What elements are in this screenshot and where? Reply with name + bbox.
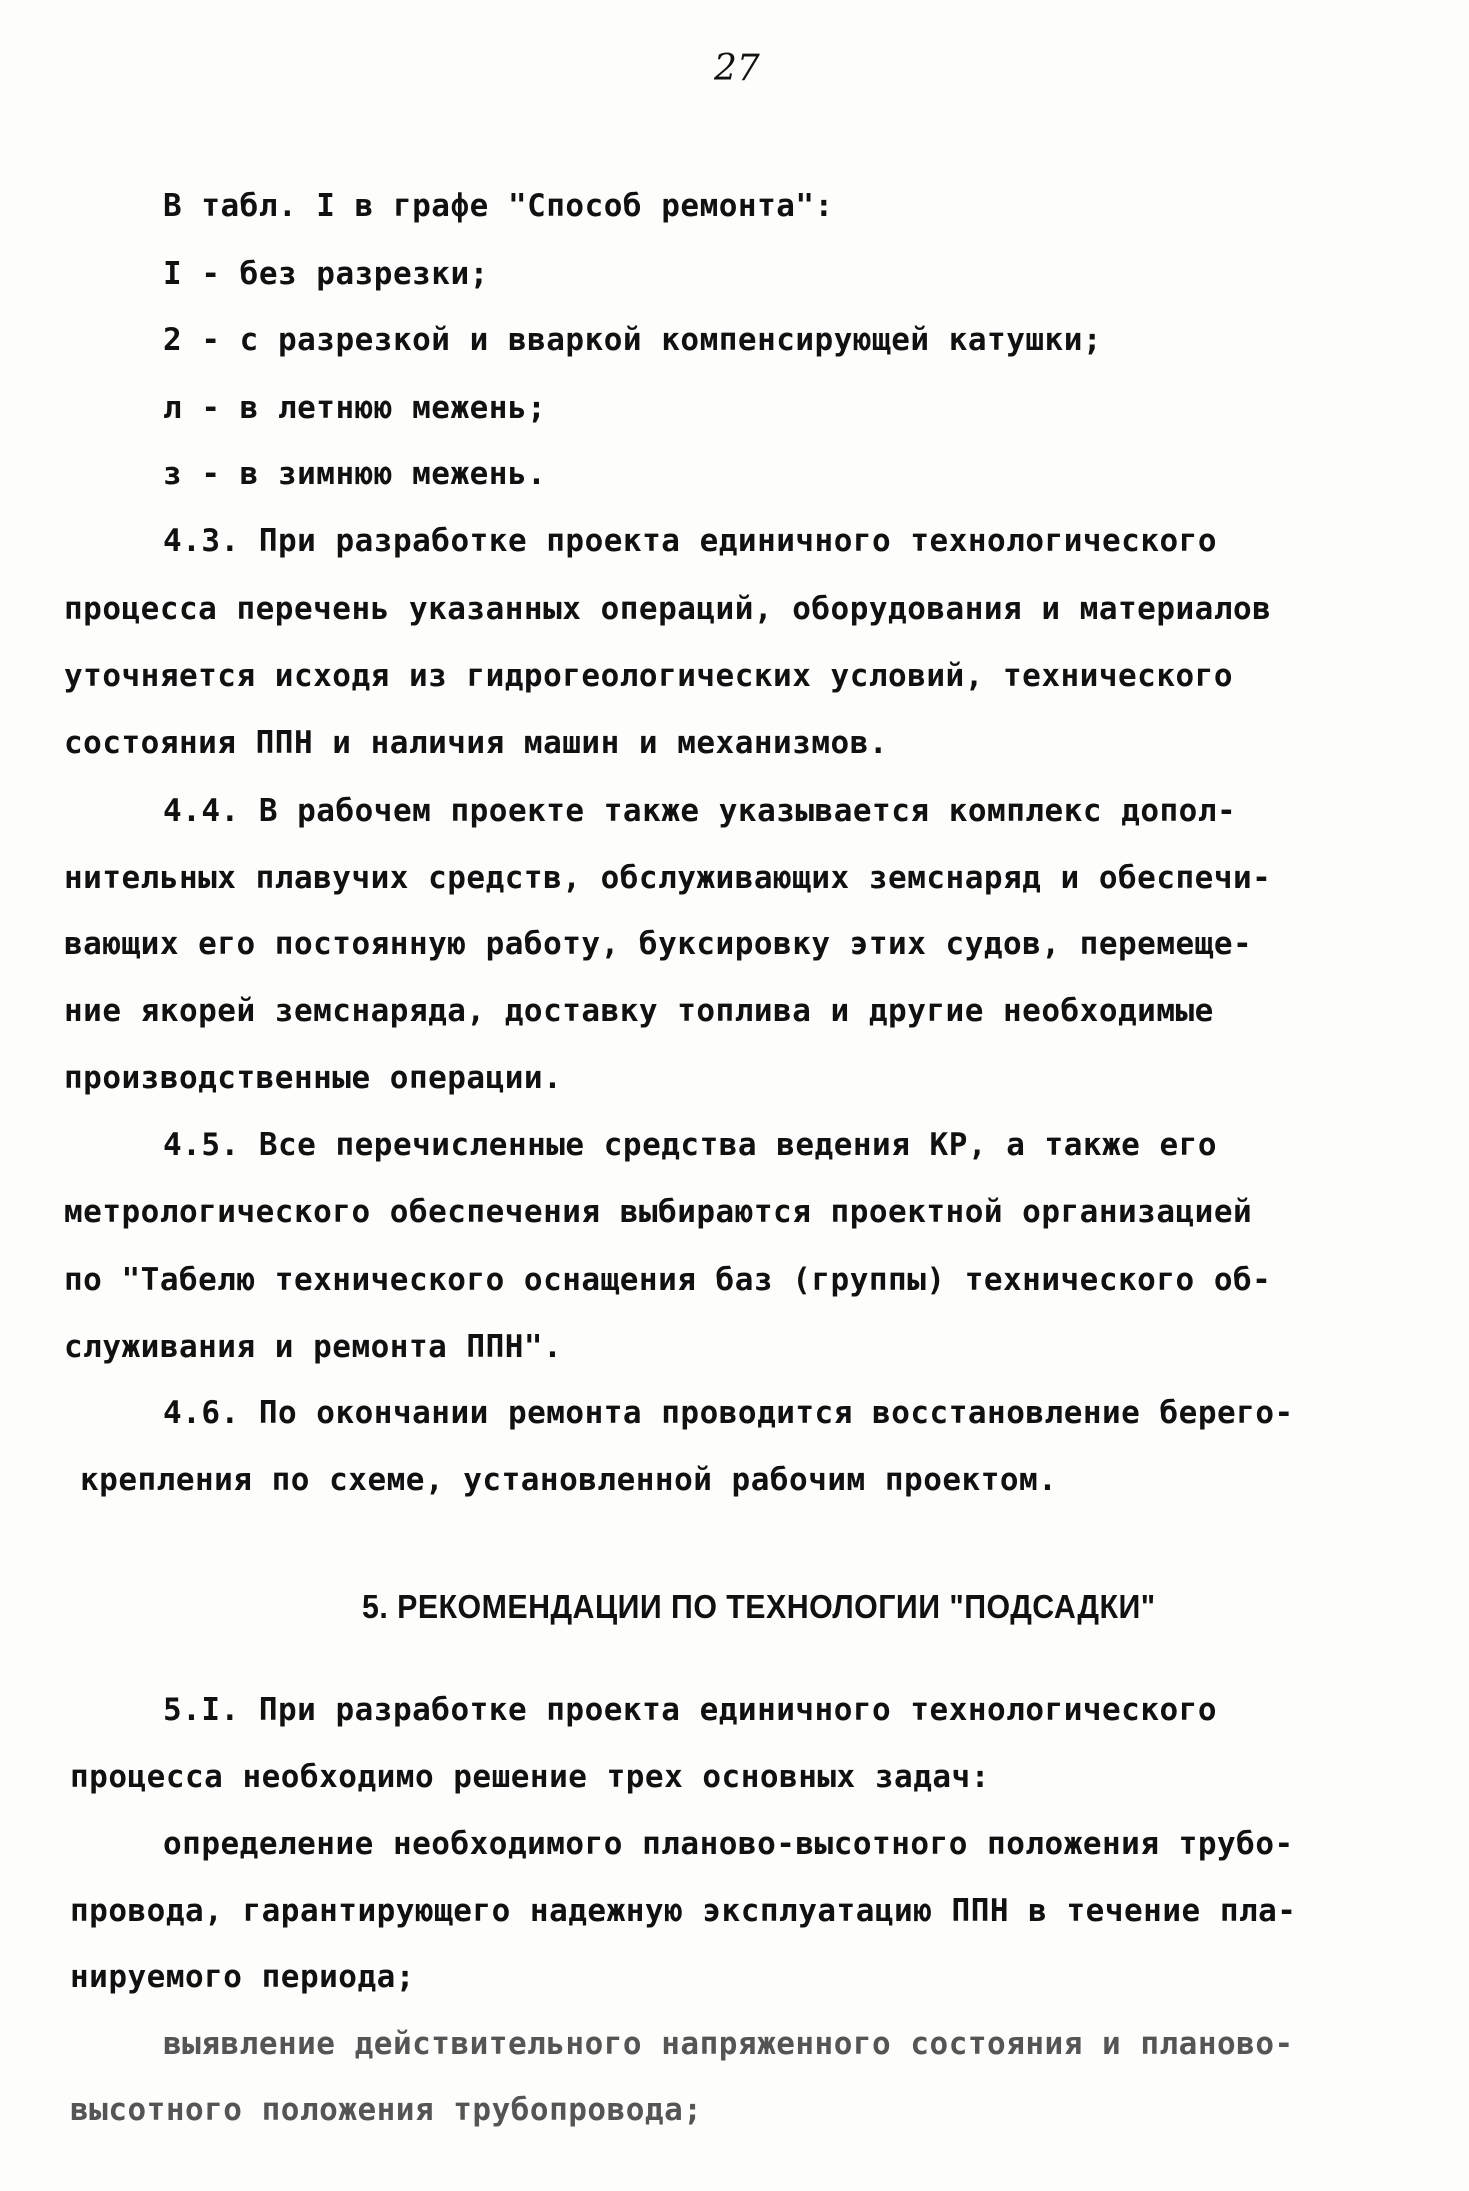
text-line: крепления по схеме, установленной рабочим проектом. xyxy=(80,1462,1058,1498)
text-line: нительных плавучих средств, обслуживающих земснаряд и обеспечи- xyxy=(64,860,1272,896)
text-line: выявление действительного напряженного состояния и планово- xyxy=(163,2026,1294,2062)
text-line: вающих его постоянную работу, буксировку этих судов, перемеще- xyxy=(64,926,1253,962)
text-line: высотного положения трубопровода; xyxy=(70,2092,703,2128)
text-line: определение необходимого планово-высотного положения трубо- xyxy=(163,1826,1294,1862)
text-line: метрологического обеспечения выбираются проектной организацией xyxy=(64,1194,1253,1230)
text-line: производственные операции. xyxy=(64,1060,563,1096)
text-line: 4.6. По окончании ремонта проводится восстановление берего- xyxy=(163,1395,1294,1431)
text-line: 4.3. При разработке проекта единичного технологического xyxy=(163,523,1217,559)
text-line: з - в зимнюю межень. xyxy=(163,456,547,492)
text-line: провода, гарантирующего надежную эксплуатацию ППН в течение пла- xyxy=(70,1893,1297,1929)
text-line: ние якорей земснаряда, доставку топлива и другие необходимые xyxy=(64,993,1214,1029)
text-line: л - в летнюю межень; xyxy=(163,390,547,426)
text-line: нируемого периода; xyxy=(70,1959,415,1995)
text-line: I - без разрезки; xyxy=(163,256,489,292)
text-line: процесса необходимо решение трех основных задач: xyxy=(70,1759,990,1795)
text-line: 4.4. В рабочем проекте также указывается комплекс допол- xyxy=(163,793,1237,829)
text-line: служивания и ремонта ППН". xyxy=(64,1329,563,1365)
text-line: 4.5. Все перечисленные средства ведения КР, а также его xyxy=(163,1127,1217,1163)
text-line: 2 - с разрезкой и вваркой компенсирующей катушки; xyxy=(163,322,1103,358)
page-number: 27 xyxy=(714,48,760,89)
text-line: уточняется исходя из гидрогеологических условий, технического xyxy=(64,658,1233,694)
text-line: состояния ППН и наличия машин и механизмов. xyxy=(64,725,889,761)
text-line: по "Табелю технического оснащения баз (группы) технического об- xyxy=(64,1262,1272,1298)
text-line: 5.I. При разработке проекта единичного технологического xyxy=(163,1692,1217,1728)
section-heading: 5. РЕКОМЕНДАЦИИ ПО ТЕХНОЛОГИИ "ПОДСАДКИ" xyxy=(362,1588,1156,1625)
text-line: В табл. I в графе "Способ ремонта": xyxy=(163,188,834,224)
text-line: процесса перечень указанных операций, оборудования и материалов xyxy=(64,591,1272,627)
